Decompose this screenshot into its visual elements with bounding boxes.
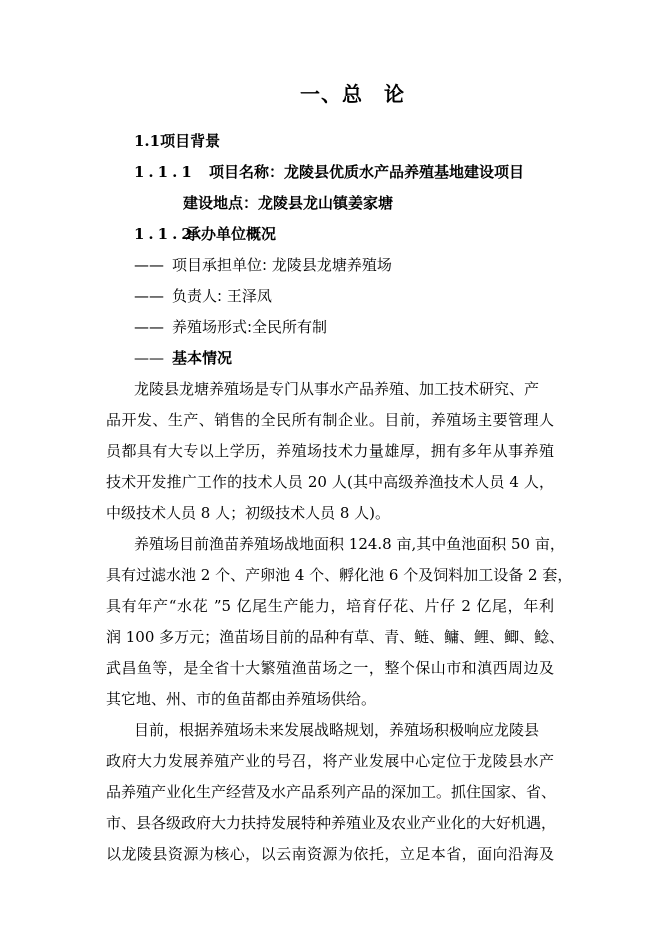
section-heading: 1.1项目背景 (134, 132, 221, 150)
list-item (134, 286, 272, 306)
paragraph-line: 其它地、州、市的鱼苗都由养殖场供给。 (106, 690, 377, 708)
project-location: 建设地点：龙陵县龙山镇姜家塘 (183, 194, 394, 212)
subsection-title: 承办单位概况 (186, 225, 277, 243)
list-item (134, 317, 327, 337)
undertaker-text: 项目承担单位: 龙陵县龙塘养殖场 (172, 256, 392, 274)
dash-marker: —— (134, 318, 164, 336)
list-item (134, 348, 232, 368)
subsection-number: 1.1.2 (134, 225, 196, 243)
paragraph-line: 品养殖产业化生产经营及水产品系列产品的深加工。抓住国家、省、 (106, 783, 557, 801)
subsection-number: 1.1.1 (134, 163, 196, 181)
dash-marker: —— (134, 349, 164, 367)
paragraph-line: 政府大力发展养殖产业的号召，将产业发展中心定位于龙陵县水产 (106, 752, 554, 770)
chapter-heading: 一、总 论 (300, 82, 405, 106)
dash-marker: —— (134, 256, 164, 274)
paragraph-line: 员都具有大专以上学历，养殖场技术力量雄厚，拥有多年从事养殖 (106, 442, 554, 460)
paragraph-line: 品开发、生产、销售的全民所有制企业。目前，养殖场主要管理人 (106, 411, 554, 429)
paragraph-line: 养殖场目前渔苗养殖场战地面积 124.8 亩,其中鱼池面积 50 亩， (134, 535, 565, 553)
paragraph-line: 市、县各级政府大力扶持发展特种养殖业及农业产业化的大好机遇， (106, 814, 557, 832)
ownership-text: 养殖场形式:全民所有制 (172, 318, 328, 336)
paragraph-line: 润 100 多万元；渔苗场目前的品种有草、青、鲢、鳙、鲤、鲫、鲶、 (106, 628, 565, 646)
dash-marker: —— (134, 287, 164, 305)
paragraph-line: 武昌鱼等，是全省十大繁殖渔苗场之一，整个保山市和滇西周边及 (106, 659, 554, 677)
paragraph-line: 技术开发推广工作的技术人员 20 人(其中高级养渔技术人员 4 人， (106, 473, 554, 491)
paragraph-line: 以龙陵县资源为核心，以云南资源为依托，立足本省，面向沿海及 (106, 845, 554, 863)
basic-info-heading: 基本情况 (172, 349, 233, 367)
paragraph-line: 目前，根据养殖场未来发展战略规划，养殖场积极响应龙陵县 (134, 721, 540, 739)
paragraph-line: 具有过滤水池 2 个、产卵池 4 个、孵化池 6 个及饲料加工设备 2 套， (106, 566, 573, 584)
person-text: 负责人: 王泽凤 (172, 287, 272, 305)
project-name: 项目名称：龙陵县优质水产品养殖基地建设项目 (209, 163, 525, 181)
list-item (134, 255, 392, 275)
paragraph-line: 龙陵县龙塘养殖场是专门从事水产品养殖、加工技术研究、产 (134, 380, 540, 398)
paragraph-line: 中级技术人员 8 人；初级技术人员 8 人)。 (106, 504, 391, 522)
paragraph-line: 具有年产“水花 ”5 亿尾生产能力，培育仔花、片仔 2 亿尾，年利 (106, 597, 554, 615)
